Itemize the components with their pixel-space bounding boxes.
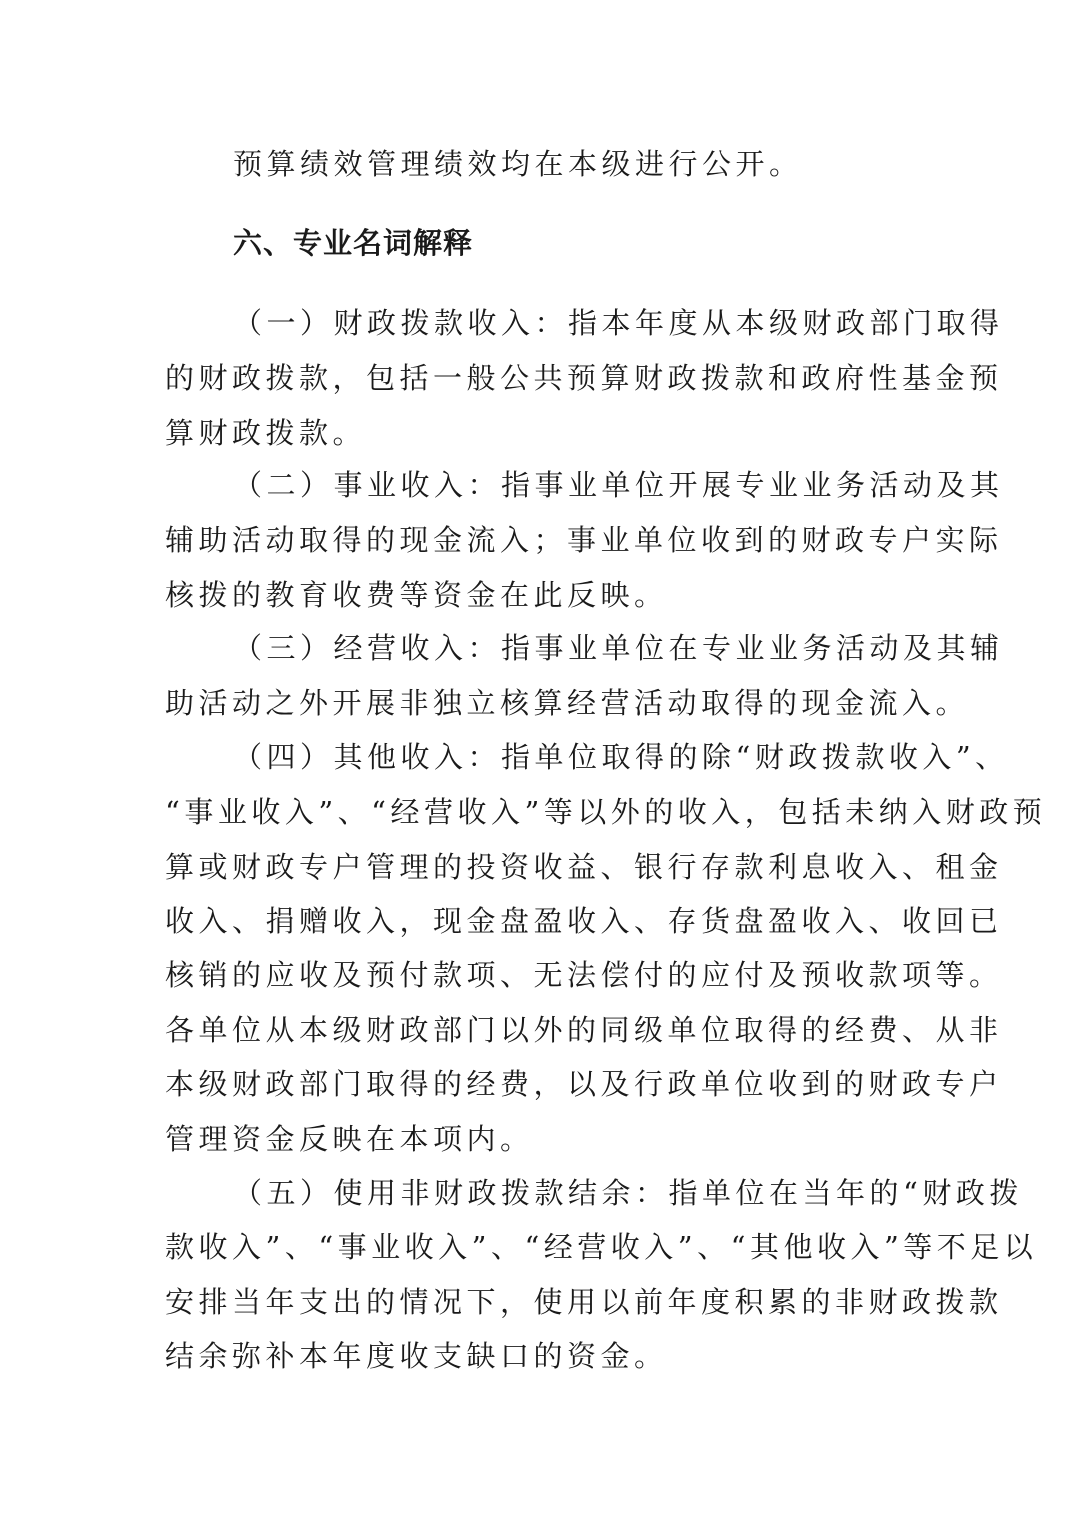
section-heading: 六、专业名词解释 <box>233 226 474 260</box>
item-4-line-6: 各单位从本级财政部门以外的同级单位取得的经费、从非 <box>165 1013 1003 1047</box>
item-3-line-2: 助活动之外开展非独立核算经营活动取得的现金流入。 <box>165 686 970 720</box>
item-4-line-8: 管理资金反映在本项内。 <box>165 1122 534 1156</box>
item-4-line-7: 本级财政部门取得的经费，以及行政单位收到的财政专户 <box>165 1067 1003 1101</box>
item-3-line-1: （三）经营收入：指事业单位在专业业务活动及其辅 <box>233 631 1004 665</box>
item-4-line-4: 收入、捐赠收入，现金盘盈收入、存货盘盈收入、收回已 <box>165 904 1003 938</box>
item-5-line-1: （五）使用非财政拨款结余：指单位在当年的“财政拨 <box>233 1176 1023 1210</box>
item-2-line-1: （二）事业收入：指事业单位开展专业业务活动及其 <box>233 468 1004 502</box>
item-5-line-4: 结余弥补本年度收支缺口的资金。 <box>165 1339 668 1373</box>
item-1-line-3: 算财政拨款。 <box>165 416 367 450</box>
item-2-line-3: 核拨的教育收费等资金在此反映。 <box>165 578 668 612</box>
item-2-line-2: 辅助活动取得的现金流入；事业单位收到的财政专户实际 <box>165 523 1003 557</box>
item-5-line-3: 安排当年支出的情况下，使用以前年度积累的非财政拨款 <box>165 1285 1003 1319</box>
item-4-line-1: （四）其他收入：指单位取得的除“财政拨款收入”、 <box>233 740 1009 774</box>
item-4-line-5: 核销的应收及预付款项、无法偿付的应付及预收款项等。 <box>165 958 1003 992</box>
item-5-line-2: 款收入”、“事业收入”、“经营收入”、“其他收入”等不足以 <box>165 1230 1038 1264</box>
item-4-line-2: “事业收入”、“经营收入”等以外的收入，包括未纳入财政预 <box>165 795 1047 829</box>
item-1-line-1: （一）财政拨款收入：指本年度从本级财政部门取得 <box>233 306 1004 340</box>
intro-line: 预算绩效管理绩效均在本级进行公开。 <box>233 147 803 181</box>
item-4-line-3: 算或财政专户管理的投资收益、银行存款利息收入、租金 <box>165 850 1003 884</box>
item-1-line-2: 的财政拨款，包括一般公共预算财政拨款和政府性基金预 <box>165 361 1003 395</box>
